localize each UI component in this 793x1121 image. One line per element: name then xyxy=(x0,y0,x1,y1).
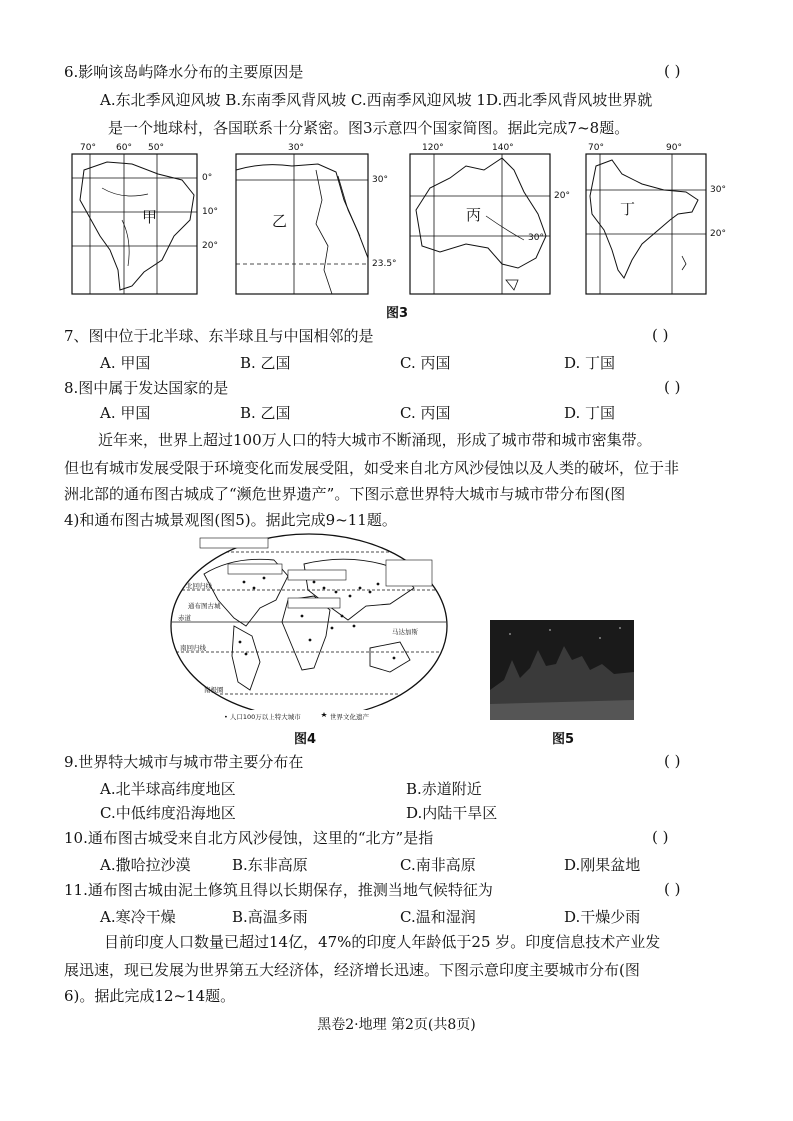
q10-stem: 10.通布图古城受来自北方风沙侵蚀，这里的“北方”是指 xyxy=(64,829,434,847)
lon-label: 60° xyxy=(116,143,132,153)
map-yi xyxy=(232,140,402,300)
q9-option-b: B.赤道附近 xyxy=(406,780,482,798)
q11-option-b: B.高温多雨 xyxy=(232,908,308,926)
lat-label: 20° xyxy=(554,191,570,201)
figure-4-caption: 图4 xyxy=(294,732,317,747)
lon-label: 90° xyxy=(666,143,682,153)
q6-options: A.东北季风迎风坡 B.东南季风背风坡 C.西南季风迎风坡 1D.西北季风背风坡世界就 xyxy=(100,91,653,109)
world-megacity-map xyxy=(164,530,454,730)
place-label: 通布图古城 xyxy=(188,602,221,610)
q8-option-a: A. 甲国 xyxy=(100,404,151,422)
figure-3-caption: 图3 xyxy=(386,306,409,321)
q6-answer-paren: ( ) xyxy=(664,62,681,80)
q8-stem: 8.图中属于发达国家的是 xyxy=(64,379,229,397)
passage1-line1: 近年来，世界上超过100万人口的特大城市不断涌现，形成了城市带和城市密集带。 xyxy=(98,431,652,449)
passage1-line4: 4)和通布图古城景观图(图5)。据此完成9~11题。 xyxy=(64,511,397,529)
q7-option-a: A. 甲国 xyxy=(100,354,151,372)
line-label: 赤道 xyxy=(178,614,191,622)
line-label: 南回归线 xyxy=(180,644,206,652)
lat-label: 30° xyxy=(372,175,388,185)
legend-megacity: • 人口100万以上特大城市 xyxy=(224,713,301,721)
lat-label: 20° xyxy=(202,241,218,251)
q8-answer-paren: ( ) xyxy=(664,378,681,396)
place-label: 马达加斯 xyxy=(392,628,418,636)
legend-heritage: 世界文化遗产 xyxy=(330,713,369,721)
lon-label: 30° xyxy=(288,143,304,153)
passage2-line2: 展迅速，现已发展为世界第五大经济体，经济增长迅速。下图示意印度主要城市分布(图 xyxy=(64,961,640,979)
country-label-bing: 丙 xyxy=(466,206,482,224)
lat-label: 20° xyxy=(710,229,726,239)
q11-option-d: D.干燥少雨 xyxy=(564,908,641,926)
q7-option-b: B. 乙国 xyxy=(240,354,291,372)
q9-answer-paren: ( ) xyxy=(664,752,681,770)
q10-option-d: D.刚果盆地 xyxy=(564,856,641,874)
lat-label: 30° xyxy=(528,233,544,243)
q6-stem: 6.影响该岛屿降水分布的主要原因是 xyxy=(64,63,304,81)
q11-answer-paren: ( ) xyxy=(664,880,681,898)
q10-option-b: B.东非高原 xyxy=(232,856,308,874)
figure-5-caption: 图5 xyxy=(552,732,575,747)
line-label: 南极圈 xyxy=(204,686,224,694)
q10-option-c: C.南非高原 xyxy=(400,856,476,874)
timbuktu-photo xyxy=(490,620,634,720)
lon-label: 140° xyxy=(492,143,514,153)
lat-label: 10° xyxy=(202,207,218,217)
passage1-line2: 但也有城市发展受限于环境变化而发展受阻，如受来自北方风沙侵蚀以及人类的破坏，位于非 xyxy=(64,459,680,477)
country-label-ding: 丁 xyxy=(620,200,636,218)
q10-answer-paren: ( ) xyxy=(652,828,669,846)
q9-option-a: A.北半球高纬度地区 xyxy=(100,780,236,798)
q11-option-a: A.寒冷干燥 xyxy=(100,908,176,926)
q8-option-c: C. 丙国 xyxy=(400,404,451,422)
q7-answer-paren: ( ) xyxy=(652,326,669,344)
q8-option-d: D. 丁国 xyxy=(564,404,616,422)
q10-option-a: A.撒哈拉沙漠 xyxy=(100,856,191,874)
lat-label: 0° xyxy=(202,173,213,183)
page-footer: 黑卷2·地理 第2页(共8页) xyxy=(317,1017,476,1033)
country-label-jia: 甲 xyxy=(142,208,158,226)
q9-option-d: D.内陆干旱区 xyxy=(406,804,498,822)
lat-label: 23.5° xyxy=(372,259,397,269)
q11-option-c: C.温和湿润 xyxy=(400,908,476,926)
map-ding xyxy=(582,140,732,300)
lon-label: 120° xyxy=(422,143,444,153)
q8-option-b: B. 乙国 xyxy=(240,404,291,422)
country-label-yi: 乙 xyxy=(272,212,288,230)
map-jia xyxy=(62,140,222,300)
q7-stem: 7、图中位于北半球、东半球且与中国相邻的是 xyxy=(64,327,374,345)
lon-label: 50° xyxy=(148,143,164,153)
passage1-line3: 洲北部的通布图古城成了“濒危世界遗产”。下图示意世界特大城市与城市带分布图(图 xyxy=(64,485,626,503)
q11-stem: 11.通布图古城由泥土修筑且得以长期保存，推测当地气候特征为 xyxy=(64,881,493,899)
q7-option-c: C. 丙国 xyxy=(400,354,451,372)
passage2-line3: 6)。据此完成12~14题。 xyxy=(64,987,236,1005)
passage2-line1: 目前印度人口数量已超过14亿，47%的印度人年龄低于25 岁。印度信息技术产业发 xyxy=(104,933,661,951)
line-label: 北回归线 xyxy=(186,582,212,590)
lon-label: 70° xyxy=(80,143,96,153)
map-bing xyxy=(406,140,586,300)
lat-label: 30° xyxy=(710,185,726,195)
q9-option-c: C.中低纬度沿海地区 xyxy=(100,804,236,822)
lon-label: 70° xyxy=(588,143,604,153)
intro-fig3: 是一个地球村，各国联系十分紧密。图3示意四个国家简图。据此完成7~8题。 xyxy=(108,119,630,137)
q7-option-d: D. 丁国 xyxy=(564,354,616,372)
q9-stem: 9.世界特大城市与城市带主要分布在 xyxy=(64,753,304,771)
